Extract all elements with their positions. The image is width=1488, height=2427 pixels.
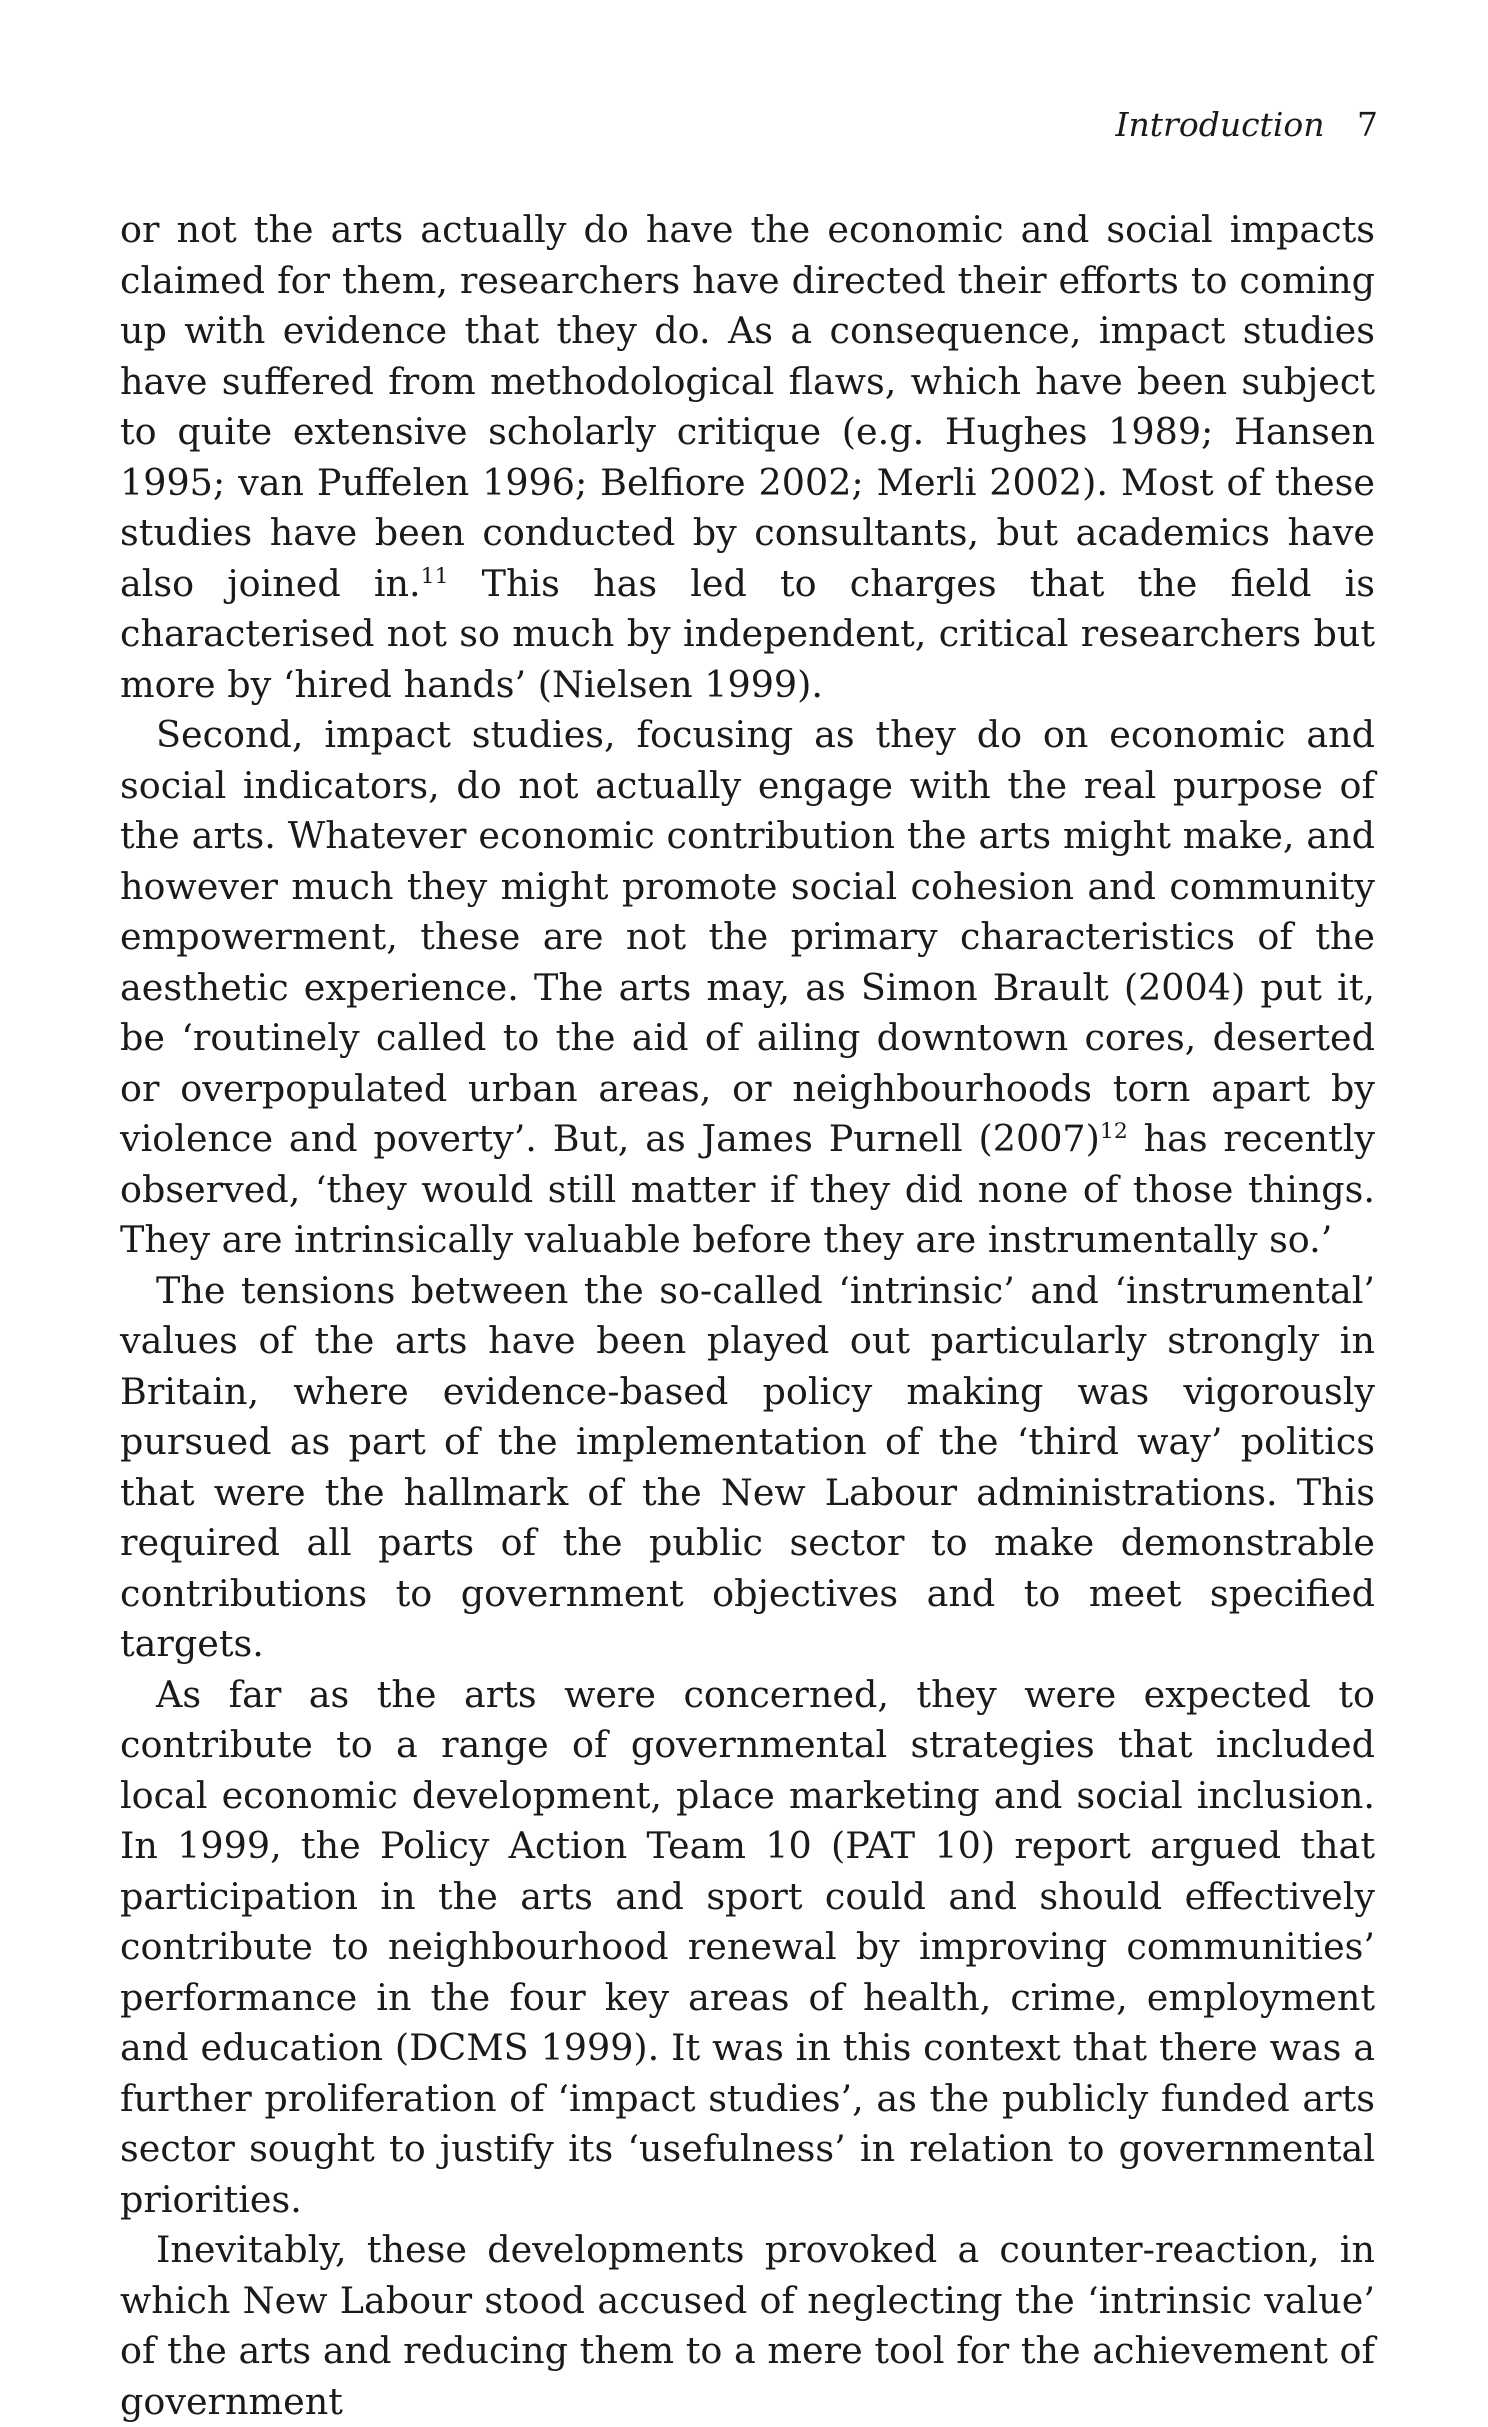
- body-text: [120, 205, 1375, 2427]
- footnote-ref-12[interactable]: 12: [1099, 1118, 1128, 1144]
- paragraph-1: [120, 205, 1375, 710]
- paragraph-4: As far as the arts were concerned, they were expected to contribute to a range of governmental strategies that included local economic development, place marketing and social inclusion. In 1999, the Policy Action Team 10 (PAT 10) report argued that participation in the arts and sport could and should effectively contribute to neighbourhood renewal by improving communities’ performance in the four key areas of health, crime, employment and education (DCMS 1999). It was in this context that there was a further proliferation of ‘impact studies’, as the publicly funded arts sector sought to justify its ‘usefulness’ in relation to governmental priorities.: [120, 1672, 1375, 2221]
- paragraph-2: [120, 710, 1375, 1266]
- running-title: Introduction: [1115, 105, 1325, 144]
- page-number: 7: [1357, 105, 1378, 144]
- paragraph-2-text-a: Second, impact studies, focusing as they do on economic and social indicators, do not actually engage with the real purpose of the arts. Whatever economic contribution the arts might make, and however much they might promote social cohesion and community empowerment, these are not the primary characteristics of the aesthetic experience. The arts may, as Simon Brault (2004) put it, be ‘routinely called to the aid of ailing downtown cores, deserted or overpopulated urban areas, or neighbourhoods torn apart by violence and poverty’. But, as James Purnell (2007): [120, 713, 1375, 1160]
- running-head: [1115, 105, 1379, 144]
- footnote-ref-11[interactable]: 11: [420, 563, 449, 589]
- paragraph-2-text-b: has recently observed, ‘they would still matter if they did none of those things. They are intrinsically valuable before they are instrumentally so.’: [120, 1117, 1375, 1261]
- paragraph-1-text-a: or not the arts actually do have the economic and social impacts claimed for them, researchers have directed their efforts to coming up with evidence that they do. As a consequence, impact studies have suffered from methodological flaws, which have been subject to quite extensive scholarly critique (e.g. Hughes 1989; Hansen 1995; van Puffelen 1996; Belfiore 2002; Merli 2002). Most of these studies have been conducted by consultants, but academics have also joined in.: [120, 208, 1375, 605]
- paragraph-1-text-b: This has led to charges that the field is characterised not so much by independent, critical researchers but more by ‘hired hands’ (Nielsen 1999).: [120, 561, 1375, 706]
- paragraph-3: The tensions between the so-called ‘intrinsic’ and ‘instrumental’ values of the arts have been played out particularly strongly in Britain, where evidence-based policy making was vigorously pursued as part of the implementation of the ‘third way’ politics that were the hallmark of the New Labour administrations. This required all parts of the public sector to make demonstrable contributions to government objectives and to meet specified targets.: [120, 1268, 1375, 1665]
- paragraph-5: Inevitably, these developments provoked a counter-reaction, in which New Labour stood accused of neglecting the ‘intrinsic value’ of the arts and reducing them to a mere tool for the achievement of government: [120, 2228, 1375, 2423]
